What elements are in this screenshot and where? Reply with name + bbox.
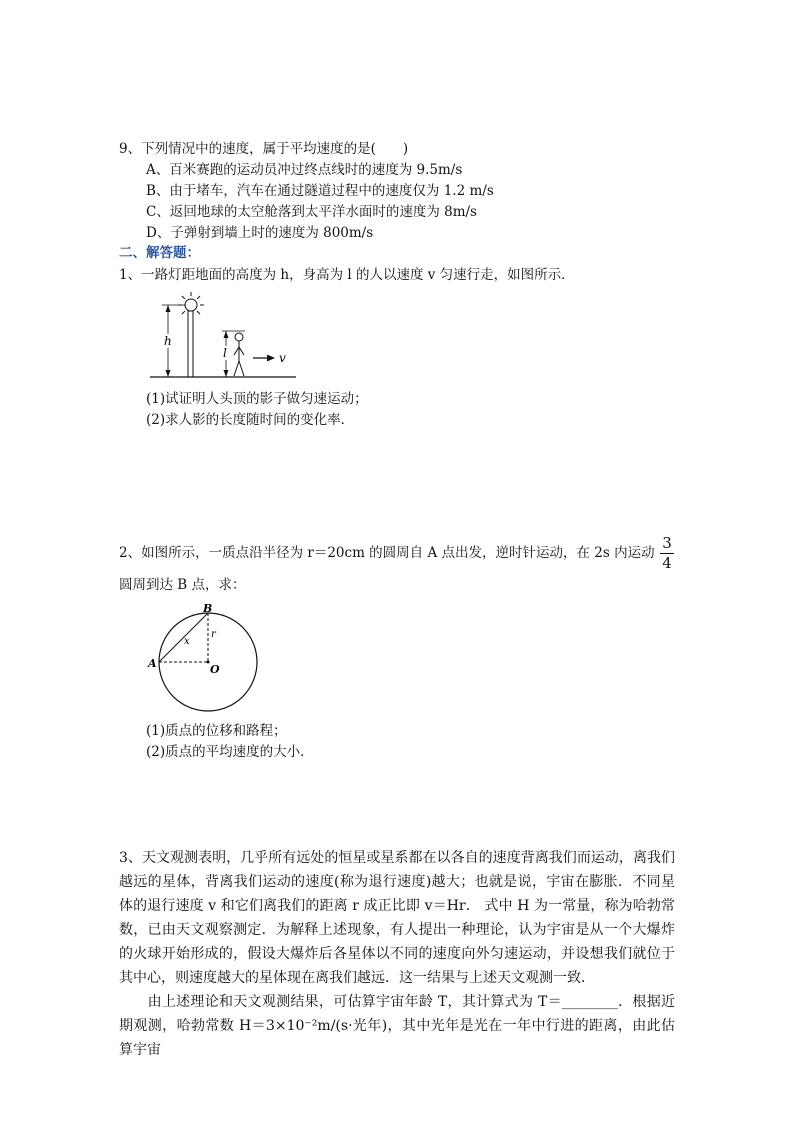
velocity-v-label: v (279, 351, 286, 365)
circle-figure (146, 600, 266, 712)
question-9-option-c: C、返回地球的太空舱落到太平洋水面时的速度为 8m/s (146, 204, 477, 220)
problem-2-stem: 2、如图所示，一质点沿半径为 r＝20cm 的圆周自 A 点出发，逆时针运动，在 2s 内运动 (119, 545, 655, 561)
fraction-three-quarters (660, 535, 674, 572)
streetlamp-figure (148, 291, 298, 383)
fraction-numerator: 3 (662, 534, 672, 552)
fraction-denominator: 4 (662, 554, 672, 572)
problem-1-sub-2: (2)求人影的长度随时间的变化率． (146, 412, 355, 428)
question-9-option-a: A、百米赛跑的运动员冲过终点线时的速度为 9.5m/s (146, 162, 463, 178)
point-a-label: A (148, 657, 157, 670)
person-figure (234, 333, 244, 376)
height-h-label: h (164, 334, 172, 348)
point-o-label: O (210, 663, 220, 676)
displacement-x-label: x (184, 636, 190, 647)
problem-1-sub-1: (1)试证明人头顶的影子做匀速运动； (146, 391, 368, 407)
height-l-label: l (223, 346, 227, 360)
question-9-stem: 9、下列情况中的速度，属于平均速度的是( ) (119, 141, 409, 157)
problem-2-sub-2: (2)质点的平均速度的大小． (146, 744, 314, 760)
radius-r-label: r (211, 629, 216, 640)
question-9-option-b: B、由于堵车，汽车在通过隧道过程中的速度仅为 1.2 m/s (146, 183, 494, 199)
problem-2-sub-1: (1)质点的位移和路程； (146, 723, 287, 739)
problem-2-stem-cont: 圆周到达 B 点，求： (119, 577, 246, 593)
question-9-option-d: D、子弹射到墙上时的速度为 800m/s (146, 225, 374, 241)
problem-3-paragraph-2: 由上述理论和天文观测结果，可估算宇宙年龄 T，其计算式为 T＝________．根据近期观测，哈勃常数 H＝3×10⁻²m/(s·光年)，其中光年是光在一年中行进的距离，由此估算宇宙 (119, 994, 675, 1058)
section-2-heading: 二、解答题： (119, 245, 200, 261)
lamp-post (188, 311, 193, 377)
problem-1-stem: 1、一路灯距地面的高度为 h，身高为 l 的人以速度 v 匀速行走，如图所示． (119, 267, 575, 283)
problem-3-paragraph-1: 3、天文观测表明，几乎所有远处的恒星或星系都在以各自的速度背离我们而运动，离我们越远的星体，背离我们运动的速度(称为退行速度)越大；也就是说，宇宙在膨胀．不同星体的退行速度 v 和它们离我们的距离 r 成正比即 v＝Hr． 式中 H 为一常量，称为哈勃常数，已由天文观察测定．为解释上述现象，有人提出一种理论，认为宇宙是从一个大爆炸的火球开始形成的，假设大爆炸后各星体以不同的速度向外匀速运动，并设想我们就位于其中心，则速度越大的星体现在离我们越远．这一结果与上述天文观测一致． (119, 850, 675, 986)
point-b-label: B (203, 602, 213, 615)
